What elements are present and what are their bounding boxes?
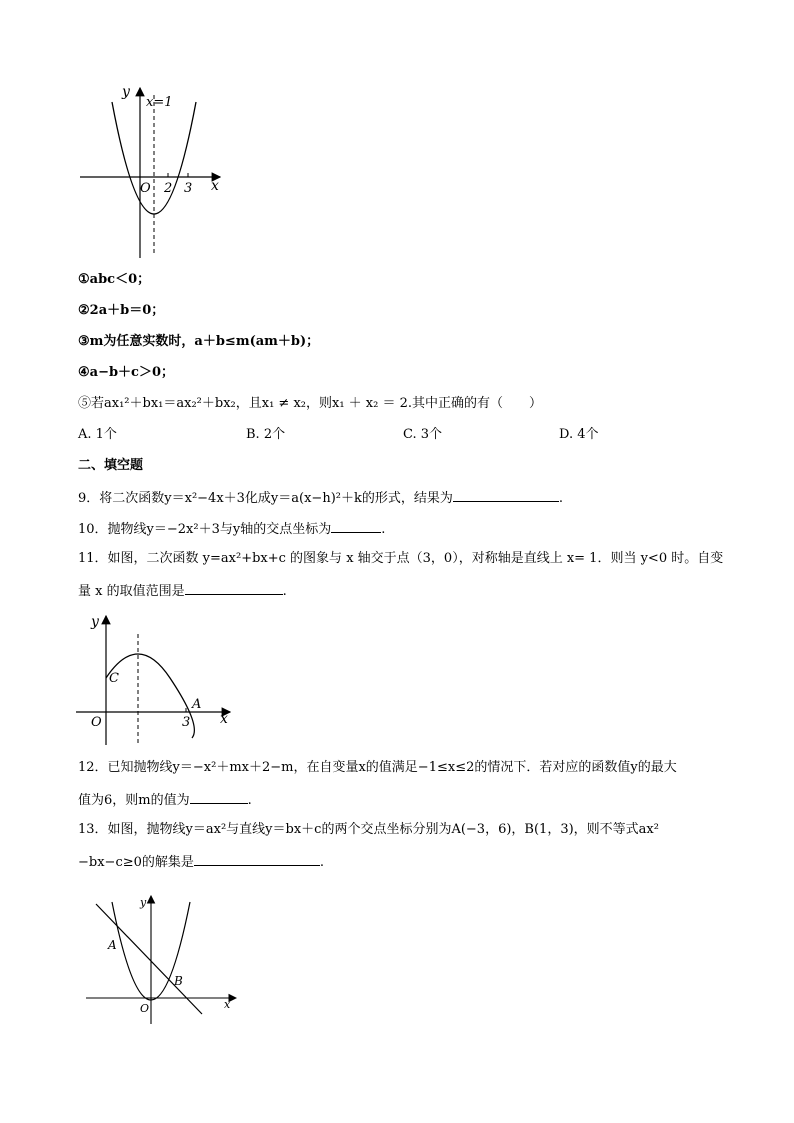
question-12-text: 值为6，则m的值为 bbox=[78, 793, 190, 808]
statement-5: ⑤若ax₁²＋bx₁＝ax₂²＋bx₂，且x₁ ≠ x₂，则x₁ ＋ x₂ ＝ 2.其中正确的有（ ） bbox=[78, 396, 543, 411]
answer-blank-9[interactable] bbox=[453, 487, 559, 502]
answer-blank-11[interactable] bbox=[185, 580, 283, 595]
y-label: y bbox=[140, 896, 147, 909]
x-label: x bbox=[211, 178, 219, 194]
statement-3: ③m为任意实数时，a＋b≤m(am＋b)； bbox=[78, 334, 320, 349]
answer-blank-13[interactable] bbox=[194, 851, 320, 866]
answer-blank-10[interactable] bbox=[331, 518, 381, 533]
question-13-line-2 bbox=[78, 851, 324, 873]
question-10-end: . bbox=[381, 522, 386, 537]
option-c[interactable]: C. 3个 bbox=[403, 427, 443, 442]
option-b[interactable]: B. 2个 bbox=[246, 427, 286, 442]
tick-3-label: 3 bbox=[184, 181, 193, 196]
c-label: C bbox=[109, 671, 119, 686]
axis-label: x=1 bbox=[146, 95, 173, 110]
option-d[interactable]: D. 4个 bbox=[559, 427, 599, 442]
x-label: x bbox=[220, 711, 228, 727]
figure-parabola-2 bbox=[74, 612, 234, 748]
origin-label: O bbox=[140, 181, 151, 196]
a-label: A bbox=[108, 938, 117, 952]
question-13-line-1: 13．如图，抛物线y＝ax²与直线y＝bx＋c的两个交点坐标分别为A(−3，6)，B(1，3)，则不等式ax² bbox=[78, 822, 659, 837]
tick-2-label: 2 bbox=[164, 181, 173, 196]
question-10 bbox=[78, 518, 385, 540]
origin-label: O bbox=[140, 1002, 150, 1015]
question-9 bbox=[78, 487, 563, 509]
statement-2: ②2a＋b＝0； bbox=[78, 303, 165, 318]
tick-3-label: 3 bbox=[182, 715, 191, 730]
question-11-end: . bbox=[282, 584, 287, 599]
figure-parabola-line bbox=[82, 892, 242, 1028]
statement-4: ④a−b＋c＞0； bbox=[78, 365, 175, 380]
question-13-text: −bx−c≥0的解集是 bbox=[78, 855, 194, 870]
question-11-line-2 bbox=[78, 580, 287, 602]
question-12-line-1: 12．已知抛物线y＝−x²＋mx＋2−m，在自变量x的值满足−1≤x≤2的情况下．若对应的函数值y的最大 bbox=[78, 760, 677, 775]
option-a[interactable]: A. 1个 bbox=[78, 427, 117, 442]
question-11-text: 量 x 的取值范围是 bbox=[78, 584, 185, 599]
question-9-end: . bbox=[558, 491, 563, 506]
x-label: x bbox=[224, 998, 231, 1011]
question-10-text: 10．抛物线y＝−2x²＋3与y轴的交点坐标为 bbox=[78, 522, 332, 537]
question-13-end: . bbox=[319, 855, 325, 870]
b-label: B bbox=[174, 974, 183, 988]
y-label: y bbox=[122, 84, 130, 100]
section-title: 二、填空题 bbox=[78, 458, 144, 473]
question-12-end: . bbox=[247, 793, 252, 808]
a-label: A bbox=[192, 697, 202, 712]
figure-parabola-1 bbox=[74, 80, 234, 260]
question-11-line-1: 11．如图，二次函数 y=ax²+bx+c 的图象与 x 轴交于点（3，0），对称轴是直线上 x= 1．则当 y<0 时。自变 bbox=[78, 551, 724, 566]
origin-label: O bbox=[91, 715, 102, 730]
y-label: y bbox=[91, 614, 99, 630]
question-12-line-2 bbox=[78, 789, 252, 811]
question-9-text: 9．将二次函数y＝x²−4x＋3化成y＝a(x−h)²＋k的形式，结果为 bbox=[78, 491, 453, 506]
statement-1: ①abc＜0； bbox=[78, 272, 151, 287]
answer-blank-12[interactable] bbox=[190, 789, 248, 804]
